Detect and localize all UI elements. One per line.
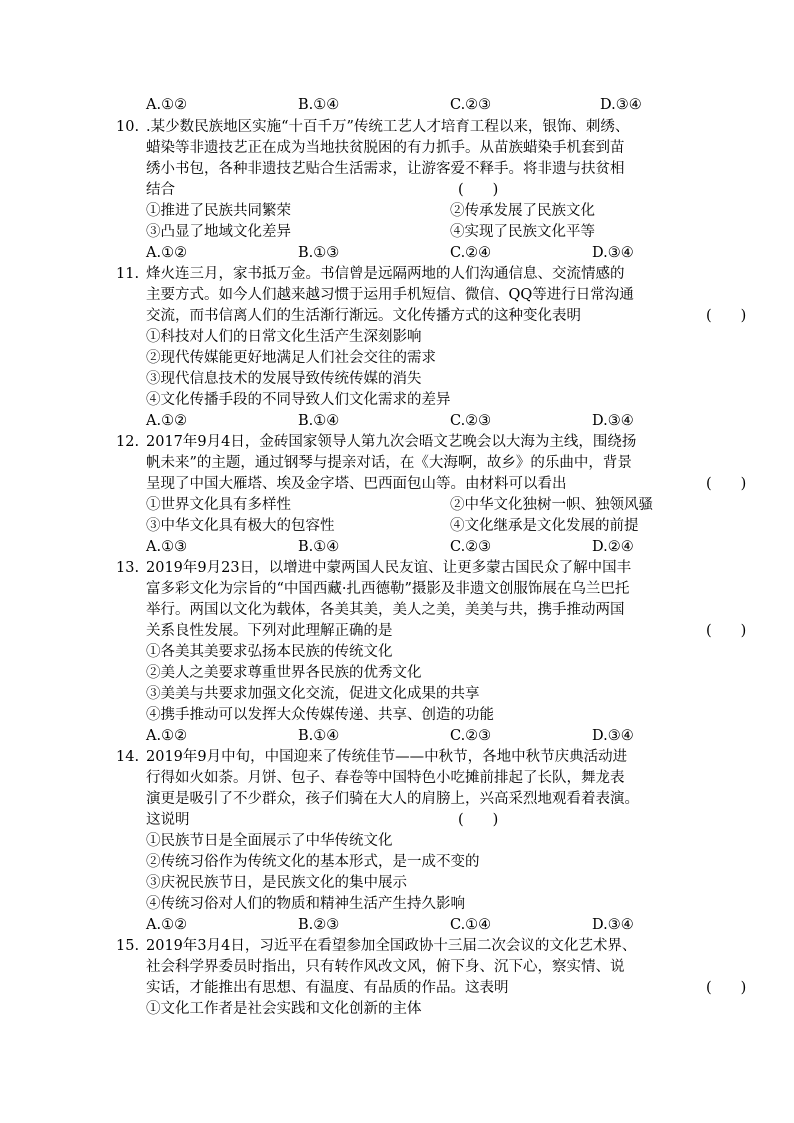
q14-option-b: B.②③ xyxy=(298,917,340,933)
q12-stem-line-1: 2017年9月4日，金砖国家领导人第九次会晤文艺晚会以大海为主线，围绕扬 xyxy=(146,434,637,450)
q12-stem-line-2: 帆未来”的主题，通过钢琴与提亲对话，在《大海啊，故乡》的乐曲中，背景 xyxy=(146,455,632,471)
q15-answer-paren: ( ) xyxy=(706,980,747,996)
q13-stem-line-2: 富多彩文化为宗旨的“中国西藏·扎西德勒”摄影及非遗文创服饰展在乌兰巴托 xyxy=(146,581,630,597)
q15-item-1: ①文化工作者是社会实践和文化创新的主体 xyxy=(146,1001,422,1017)
q10-option-a: A.①② xyxy=(146,245,188,261)
q13-option-d: D.③④ xyxy=(592,728,634,744)
q14-stem-line-1: 2019年9月中旬，中国迎来了传统佳节——中秋节，各地中秋节庆典活动进 xyxy=(146,749,628,765)
q14-answer-paren: ( ) xyxy=(458,812,499,828)
q14-option-d: D.③④ xyxy=(592,917,634,933)
q11-option-b: B.①④ xyxy=(298,413,340,429)
q10-item-1: ①推进了民族共同繁荣 xyxy=(146,203,291,219)
q14-stem-line-2: 行得如火如荼。月饼、包子、春卷等中国特色小吃摊前排起了长队，舞龙表 xyxy=(146,770,625,786)
q14-number: 14. xyxy=(116,749,140,765)
q11-option-a: A.①② xyxy=(146,413,188,429)
q9-option-d: D.③④ xyxy=(600,97,642,113)
q10-option-d: D.③④ xyxy=(592,245,634,261)
q10-item-2: ②传承发展了民族文化 xyxy=(450,203,595,219)
q11-stem-line-2: 主要方式。如今人们越来越习惯于运用手机短信、微信、QQ等进行日常沟通 xyxy=(146,287,634,303)
q13-stem-line-4: 关系良性发展。下列对此理解正确的是 xyxy=(146,623,393,639)
q10-stem-line-3: 绣小书包，各种非遗技艺贴合生活需求，让游客爱不释手。将非遗与扶贫相 xyxy=(146,161,625,177)
q12-item-3: ③中华文化具有极大的包容性 xyxy=(146,518,335,534)
q13-number: 13. xyxy=(116,560,140,576)
q11-number: 11. xyxy=(116,266,140,282)
q13-option-a: A.①② xyxy=(146,728,188,744)
q11-item-4: ④文化传播手段的不同导致人们文化需求的差异 xyxy=(146,392,451,408)
q11-item-2: ②现代传媒能更好地满足人们社会交往的需求 xyxy=(146,350,436,366)
q11-item-3: ③现代信息技术的发展导致传统传媒的消失 xyxy=(146,371,422,387)
q13-option-b: B.①④ xyxy=(298,728,340,744)
q15-stem-line-2: 社会科学界委员时指出，只有转作风改文风，俯下身、沉下心，察实情、说 xyxy=(146,959,625,975)
q10-item-3: ③凸显了地域文化差异 xyxy=(146,224,291,240)
q10-item-4: ④实现了民族文化平等 xyxy=(450,224,595,240)
q12-number: 12. xyxy=(116,434,140,450)
q11-option-d: D.③④ xyxy=(592,413,634,429)
q10-stem-line-2: 蜡染等非遗技艺正在成为当地扶贫脱困的有力抓手。从苗族蜡染手机套到苗 xyxy=(146,140,625,156)
q9-option-a: A.①② xyxy=(146,97,188,113)
q10-answer-paren: ( ) xyxy=(458,182,499,198)
q13-option-c: C.②③ xyxy=(450,728,492,744)
q9-option-b: B.①④ xyxy=(298,97,340,113)
q14-item-4: ④传统习俗对人们的物质和精神生活产生持久影响 xyxy=(146,896,465,912)
q15-number: 15. xyxy=(116,938,140,954)
q10-number: 10. xyxy=(116,119,140,135)
q10-stem-line-4: 结合 xyxy=(146,182,175,198)
q12-item-1: ①世界文化具有多样性 xyxy=(146,497,291,513)
q15-stem-line-1: 2019年3月4日，习近平在看望参加全国政协十三届二次会议的文化艺术界、 xyxy=(146,938,637,954)
q11-answer-paren: ( ) xyxy=(706,308,747,324)
q14-option-c: C.①④ xyxy=(450,917,492,933)
q10-option-c: C.②④ xyxy=(450,245,492,261)
q11-item-1: ①科技对人们的日常文化生活产生深刻影响 xyxy=(146,329,422,345)
q14-stem-line-4: 这说明 xyxy=(146,812,190,828)
q14-stem-line-3: 演更是吸引了不少群众，孩子们骑在大人的肩膀上，兴高采烈地观看着表演。 xyxy=(146,791,639,807)
q14-item-3: ③庆祝民族节日，是民族文化的集中展示 xyxy=(146,875,407,891)
q13-stem-line-1: 2019年9月23日，以增进中蒙两国人民友谊、让更多蒙古国民众了解中国丰 xyxy=(146,560,632,576)
q9-option-c: C.②③ xyxy=(450,97,492,113)
q12-option-c: C.②③ xyxy=(450,539,492,555)
q12-item-2: ②中华文化独树一帜、独领风骚 xyxy=(450,497,653,513)
q12-option-d: D.②④ xyxy=(592,539,634,555)
q13-stem-line-3: 举行。两国以文化为载体，各美其美，美人之美，美美与共，携手推动两国 xyxy=(146,602,625,618)
q10-option-b: B.①③ xyxy=(298,245,340,261)
q11-stem-line-3: 交流，而书信离人们的生活渐行渐远。文化传播方式的这种变化表明 xyxy=(146,308,581,324)
q12-answer-paren: ( ) xyxy=(706,476,747,492)
q13-item-4: ④携手推动可以发挥大众传媒传递、共享、创造的功能 xyxy=(146,707,494,723)
q14-option-a: A.①② xyxy=(146,917,188,933)
q15-stem-line-3: 实话，才能推出有思想、有温度、有品质的作品。这表明 xyxy=(146,980,509,996)
q14-item-1: ①民族节日是全面展示了中华传统文化 xyxy=(146,833,393,849)
q13-answer-paren: ( ) xyxy=(706,623,747,639)
q12-option-a: A.①③ xyxy=(146,539,188,555)
q13-item-3: ③美美与共要求加强文化交流，促进文化成果的共享 xyxy=(146,686,480,702)
q12-item-4: ④文化继承是文化发展的前提 xyxy=(450,518,639,534)
q11-option-c: C.②③ xyxy=(450,413,492,429)
q12-stem-line-3: 呈现了中国大雁塔、埃及金字塔、巴西面包山等。由材料可以看出 xyxy=(146,476,567,492)
q14-item-2: ②传统习俗作为传统文化的基本形式，是一成不变的 xyxy=(146,854,480,870)
q11-stem-line-1: 烽火连三月，家书抵万金。书信曾是远隔两地的人们沟通信息、交流情感的 xyxy=(146,266,625,282)
q13-item-2: ②美人之美要求尊重世界各民族的优秀文化 xyxy=(146,665,422,681)
q12-option-b: B.①④ xyxy=(298,539,340,555)
q10-stem-line-1: .某少数民族地区实施“十百千万”传统工艺人才培育工程以来，银饰、刺绣、 xyxy=(146,119,630,135)
q13-item-1: ①各美其美要求弘扬本民族的传统文化 xyxy=(146,644,393,660)
